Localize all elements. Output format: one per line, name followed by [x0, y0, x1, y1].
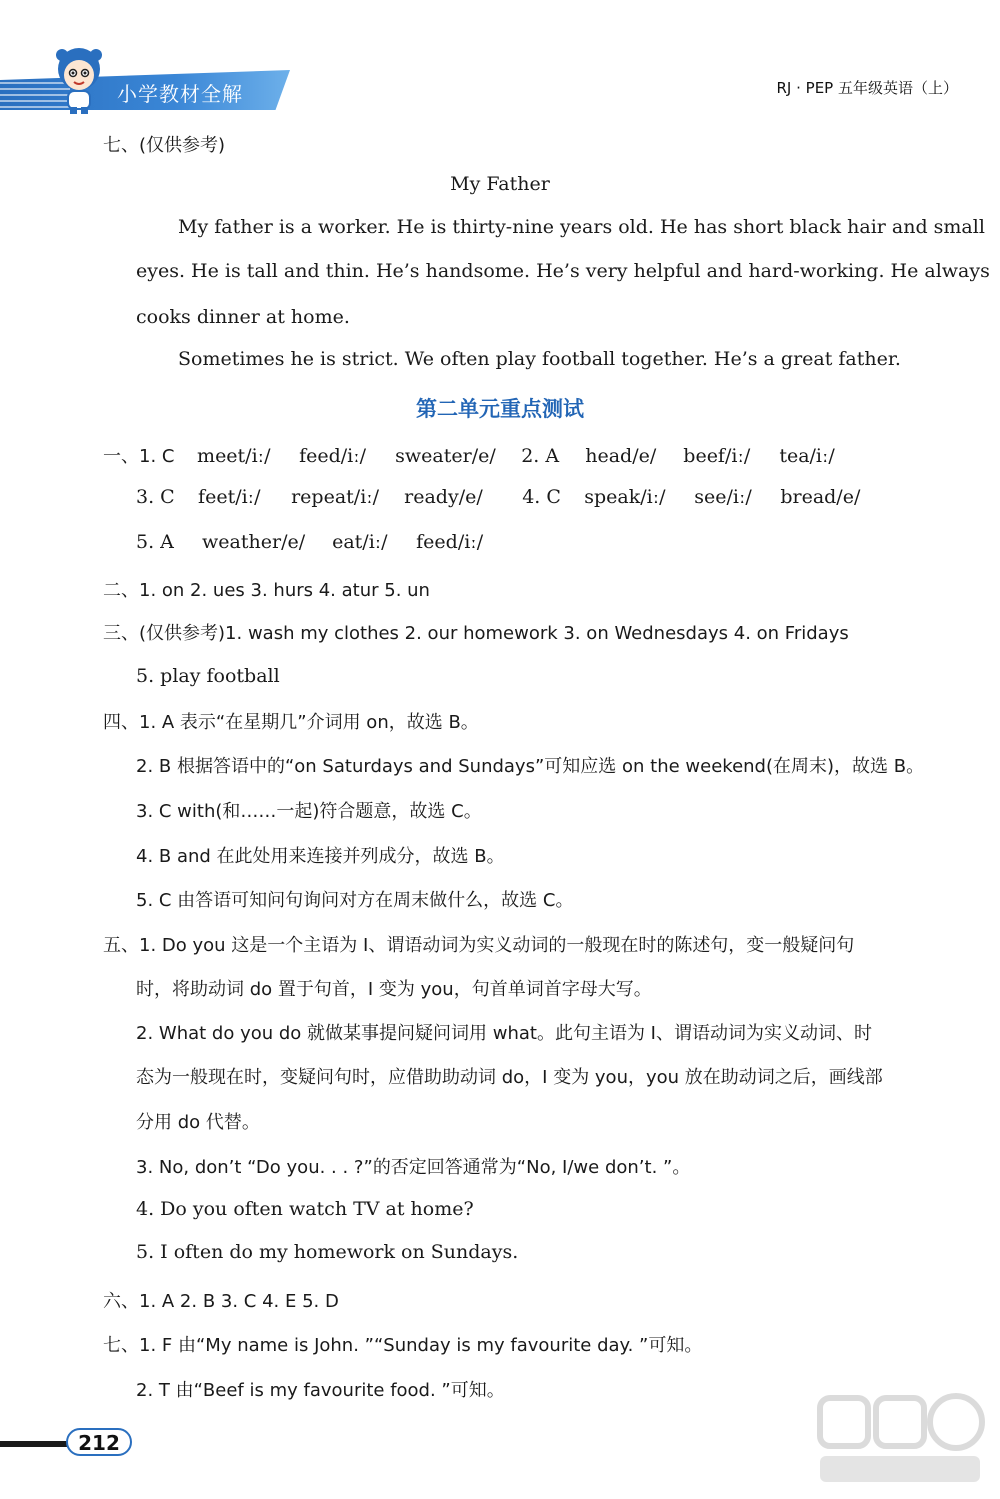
phonetic-item: speak/iː/: [584, 486, 666, 508]
phonetic-item: repeat/iː/: [291, 486, 380, 508]
page-header: [0, 40, 1000, 120]
answer-line: 七、1. F 由“My name is John. ”“Sunday is my favourite day. ”可知。: [103, 1335, 703, 1356]
answer-line: 3. No, don’t “Do you. . . ?”的否定回答通常为“No, I/we don’t. ”。: [136, 1157, 691, 1178]
phonetic-item: feed/iː/: [416, 531, 484, 553]
answer-line: 三、(仅供参考)1. wash my clothes 2. our homework 3. on Wednesdays 4. on Fridays: [103, 623, 849, 644]
section-7-heading: 七、(仅供参考): [103, 135, 226, 156]
phonetic-item: beef/iː/: [683, 445, 751, 467]
page-number-badge: [0, 1428, 165, 1456]
answer-line: [103, 442, 835, 468]
answer-line: 4. B and 在此处用来连接并列成分，故选 B。: [136, 846, 505, 867]
item-number: 5. A: [136, 531, 174, 553]
answer-line: 态为一般现在时，变疑问句时，应借助助动词 do，I 变为 you，you 放在助动词之后，画线部: [136, 1067, 883, 1088]
answer-line: 4. Do you often watch TV at home?: [136, 1198, 474, 1220]
answer-line: 3. C with(和……一起)符合题意，故选 C。: [136, 801, 482, 822]
answer-line: 时，将助动词 do 置于句首，I 变为 you，句首单词首字母大写。: [136, 979, 652, 1000]
phonetic-item: see/iː/: [694, 486, 752, 508]
series-title: 小学教材全解: [117, 82, 243, 106]
answer-line: 5. play football: [136, 665, 280, 687]
answer-line: 2. T 由“Beef is my favourite food. ”可知。: [136, 1380, 505, 1401]
footer-bar: [0, 1441, 70, 1447]
essay-line: cooks dinner at home.: [136, 306, 350, 328]
phonetic-item: weather/e/: [202, 531, 306, 553]
phonetic-item: ready/e/: [404, 486, 483, 508]
answer-line: 5. C 由答语可知问句询问对方在周末做什么，故选 C。: [136, 890, 574, 911]
phonetic-item: tea/iː/: [779, 445, 835, 467]
page-number: 212: [66, 1428, 132, 1456]
phonetic-item: head/e/: [585, 445, 657, 467]
watermark-logo-icon: [810, 1390, 990, 1490]
phonetic-item: meet/iː/: [197, 445, 271, 467]
edition-label: RJ · PEP 五年级英语（上）: [776, 79, 958, 97]
answer-line: 分用 do 代替。: [136, 1112, 260, 1133]
phonetic-item: feed/iː/: [299, 445, 367, 467]
item-number: 2. A: [521, 445, 560, 467]
answer-line: [136, 486, 860, 508]
essay-line: My father is a worker. He is thirty-nine years old. He has short black hair and small: [178, 216, 985, 238]
answer-line: 六、1. A 2. B 3. C 4. E 5. D: [103, 1291, 339, 1312]
answer-line: 二、1. on 2. ues 3. hurs 4. atur 5. un: [103, 580, 430, 601]
phonetic-item: sweater/e/: [395, 445, 496, 467]
unit-test-title: 第二单元重点测试: [416, 397, 584, 421]
answer-line: 2. B 根据答语中的“on Saturdays and Sundays”可知应选 on the weekend(在周末)，故选 B。: [136, 756, 925, 777]
phonetic-item: eat/iː/: [332, 531, 388, 553]
answer-line: 五、1. Do you 这是一个主语为 I、谓语动词为实义动词的一般现在时的陈述句，变一般疑问句: [103, 935, 855, 956]
item-number: 4. C: [522, 486, 561, 508]
answer-line: [136, 531, 483, 553]
essay-line: Sometimes he is strict. We often play football together. He’s a great father.: [178, 348, 901, 370]
phonetic-item: feet/iː/: [198, 486, 261, 508]
answer-line: 5. I often do my homework on Sundays.: [136, 1241, 519, 1263]
essay-line: eyes. He is tall and thin. He’s handsome. He’s very helpful and hard-working. He always: [136, 260, 990, 282]
answer-line: 四、1. A 表示“在星期几”介词用 on，故选 B。: [103, 712, 479, 733]
mascot-icon: [48, 45, 110, 115]
phonetic-item: bread/e/: [780, 486, 861, 508]
essay-title: My Father: [450, 173, 550, 195]
answer-line: 2. What do you do 就做某事提问疑问词用 what。此句主语为 I、谓语动词为实义动词、时: [136, 1023, 872, 1044]
item-number: 一、1. C: [103, 446, 175, 467]
item-number: 3. C: [136, 486, 175, 508]
